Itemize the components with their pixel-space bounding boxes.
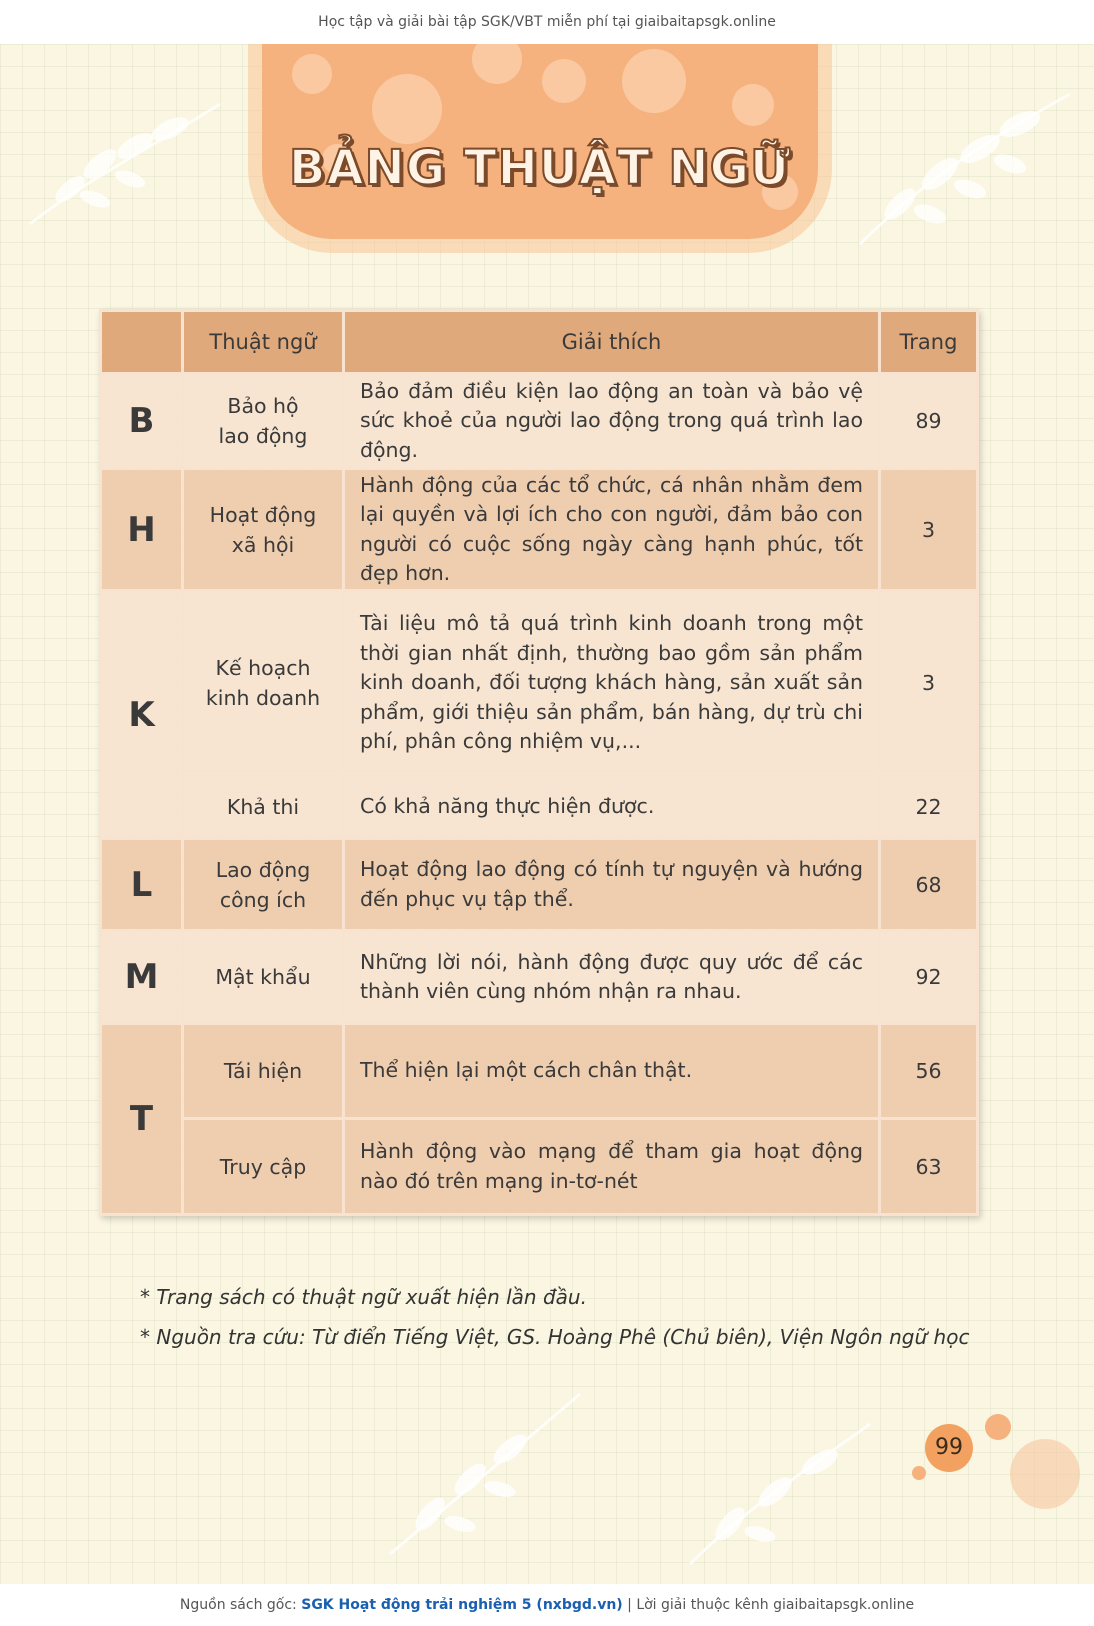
table-row [101, 591, 978, 776]
header-letter [101, 311, 183, 374]
decor-dot [912, 1466, 926, 1480]
row-letter: K [101, 591, 183, 839]
row-letter: L [101, 839, 183, 931]
book-page [0, 44, 1094, 1584]
row-page: 3 [880, 469, 978, 591]
table-row [101, 839, 978, 931]
row-term: Kế hoạch kinh doanh [183, 591, 344, 776]
header-term: Thuật ngữ [183, 311, 344, 374]
footnote: * Nguồn tra cứu: Từ điển Tiếng Việt, GS. Hoàng Phê (Chủ biên), Viện Ngôn ngữ học [140, 1325, 970, 1349]
table-header-row [101, 311, 978, 374]
row-explanation: Có khả năng thực hiện được. [344, 776, 880, 839]
row-explanation: Tài liệu mô tả quá trình kinh doanh trong một thời gian nhất định, thường bao gồm sản phẩm kinh doanh, đối tượng khách hàng, sản xuất sản phẩm, giới thiệu sản phẩm, bán hàng, dự trù chi phí, phân công nhiệm vụ,... [344, 591, 880, 776]
row-explanation: Hành động của các tổ chức, cá nhân nhằm đem lại quyền và lợi ích cho con người, đảm bảo con người có cuộc sống ngày càng hạnh phúc, tốt đẹp hơn. [344, 469, 880, 591]
footer-suffix: | Lời giải thuộc kênh giaibaitapsgk.online [622, 1597, 915, 1613]
row-letter: B [101, 374, 183, 469]
table-row [101, 1024, 978, 1119]
row-letter: H [101, 469, 183, 591]
row-term: Tái hiện [183, 1024, 344, 1119]
leaf-decoration-icon [680, 1404, 880, 1574]
row-letter: T [101, 1024, 183, 1215]
row-page: 56 [880, 1024, 978, 1119]
row-term: Mật khẩu [183, 931, 344, 1024]
title-banner [262, 44, 818, 239]
page-number: 99 [925, 1424, 973, 1472]
glossary-table [99, 309, 979, 1216]
row-term: Bảo hộ lao động [183, 374, 344, 469]
row-page: 63 [880, 1119, 978, 1215]
row-term: Truy cập [183, 1119, 344, 1215]
table-row [101, 1119, 978, 1215]
table-row [101, 469, 978, 591]
row-explanation: Hành động vào mạng để tham gia hoạt động nào đó trên mạng in-tơ-nét [344, 1119, 880, 1215]
row-explanation: Bảo đảm điều kiện lao động an toàn và bảo vệ sức khoẻ của người lao động trong quá trình lao động. [344, 374, 880, 469]
page-title: BẢNG THUẬT NGỮ [288, 140, 792, 196]
leaf-decoration-icon [840, 64, 1080, 264]
row-page: 92 [880, 931, 978, 1024]
header-page: Trang [880, 311, 978, 374]
header-explanation: Giải thích [344, 311, 880, 374]
table-row [101, 776, 978, 839]
footer-note [0, 1584, 1094, 1626]
row-explanation: Hoạt động lao động có tính tự nguyện và hướng đến phục vụ tập thể. [344, 839, 880, 931]
row-letter: M [101, 931, 183, 1024]
decor-dot [1010, 1439, 1080, 1509]
footnotes [140, 1282, 969, 1362]
decor-dot [985, 1414, 1011, 1440]
row-term: Hoạt động xã hội [183, 469, 344, 591]
top-header-note: Học tập và giải bài tập SGK/VBT miễn phí tại giaibaitapsgk.online [0, 0, 1094, 44]
footer-prefix: Nguồn sách gốc: [179, 1597, 302, 1613]
row-page: 89 [880, 374, 978, 469]
table-row [101, 374, 978, 469]
row-page: 68 [880, 839, 978, 931]
footnote: * Trang sách có thuật ngữ xuất hiện lần đầu. [140, 1285, 587, 1309]
row-page: 3 [880, 591, 978, 776]
row-page: 22 [880, 776, 978, 839]
footer-source-link[interactable]: SGK Hoạt động trải nghiệm 5 (nxbgd.vn) [301, 1597, 623, 1613]
row-term: Lao động công ích [183, 839, 344, 931]
row-explanation: Thể hiện lại một cách chân thật. [344, 1024, 880, 1119]
table-row [101, 931, 978, 1024]
row-term: Khả thi [183, 776, 344, 839]
row-explanation: Những lời nói, hành động được quy ước để các thành viên cùng nhóm nhận ra nhau. [344, 931, 880, 1024]
leaf-decoration-icon [20, 84, 240, 244]
leaf-decoration-icon [380, 1384, 600, 1564]
